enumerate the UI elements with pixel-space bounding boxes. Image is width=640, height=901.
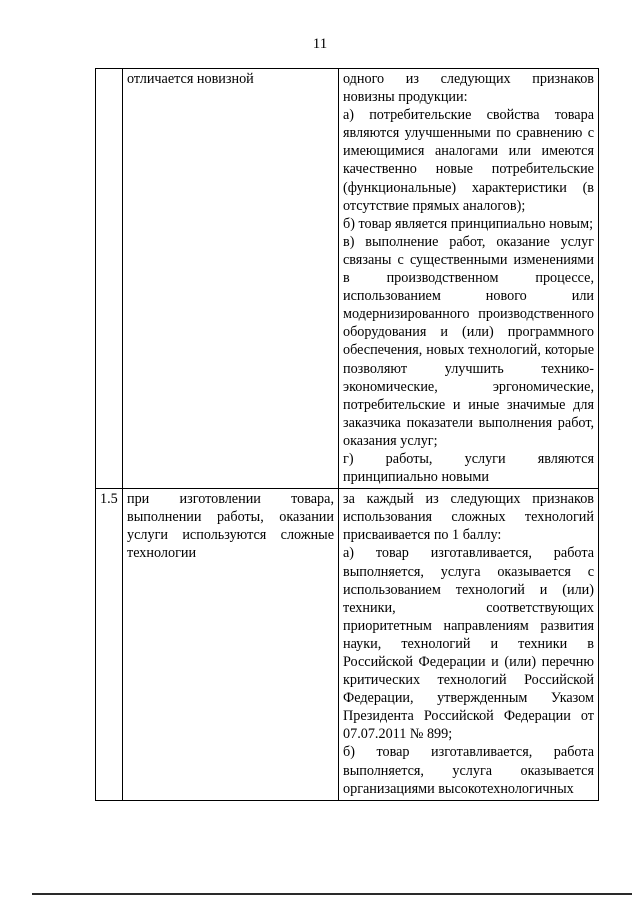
description-paragraph: б) товар изготавливается, работа выполняется, услуга оказывается организациями высокотехнологичных	[343, 744, 594, 797]
description-cell	[339, 69, 599, 489]
description-paragraph: одного из следующих признаков новизны продукции:	[343, 71, 594, 106]
description-paragraph: в) выполнение работ, оказание услуг связаны с существенными изменениями в производственном процессе, использованием нового или модернизированного производственного оборудования и (или) программного обеспечения, новых технологий, которые позволяют улучшить технико-экономические, эргономические, потребительские и иные значимые для заказчика показатели выполнения работ, оказания услуг;	[343, 233, 594, 449]
bottom-rule	[32, 893, 632, 895]
description-paragraph: г) работы, услуги являются принципиально новыми	[343, 450, 594, 486]
description-paragraph: за каждый из следующих признаков использования сложных технологий присваивается по 1 баллу:	[343, 491, 594, 544]
description-paragraph: а) товар изготавливается, работа выполняется, услуга оказывается с использованием технологий и (или) техники, соответствующих приоритетным направлениям развития науки, технологий и техники в Российской Федерации и (или) перечню критических технологий Российской Федерации, утвержденным Указом Президента Российской Федерации от 07.07.2011 № 899;	[343, 545, 594, 743]
description-cell	[339, 489, 599, 801]
row-number-cell: 1.5	[96, 489, 123, 801]
criterion-cell: при изготовлении товара, выполнении работы, оказании услуги используются сложные технологии	[123, 489, 339, 801]
table-row	[96, 69, 599, 489]
criteria-table	[95, 68, 599, 801]
description-paragraph: б) товар является принципиально новым;	[343, 215, 594, 232]
page-number: 11	[312, 36, 328, 52]
table-row	[96, 489, 599, 801]
row-number-cell	[96, 69, 123, 489]
description-paragraph: а) потребительские свойства товара являются улучшенными по сравнению с имеющимися аналогами или имеются качественно новые потребительские (функциональные) характеристики (в отсутствие прямых аналогов);	[343, 107, 594, 214]
criterion-cell: отличается новизной	[123, 69, 339, 489]
